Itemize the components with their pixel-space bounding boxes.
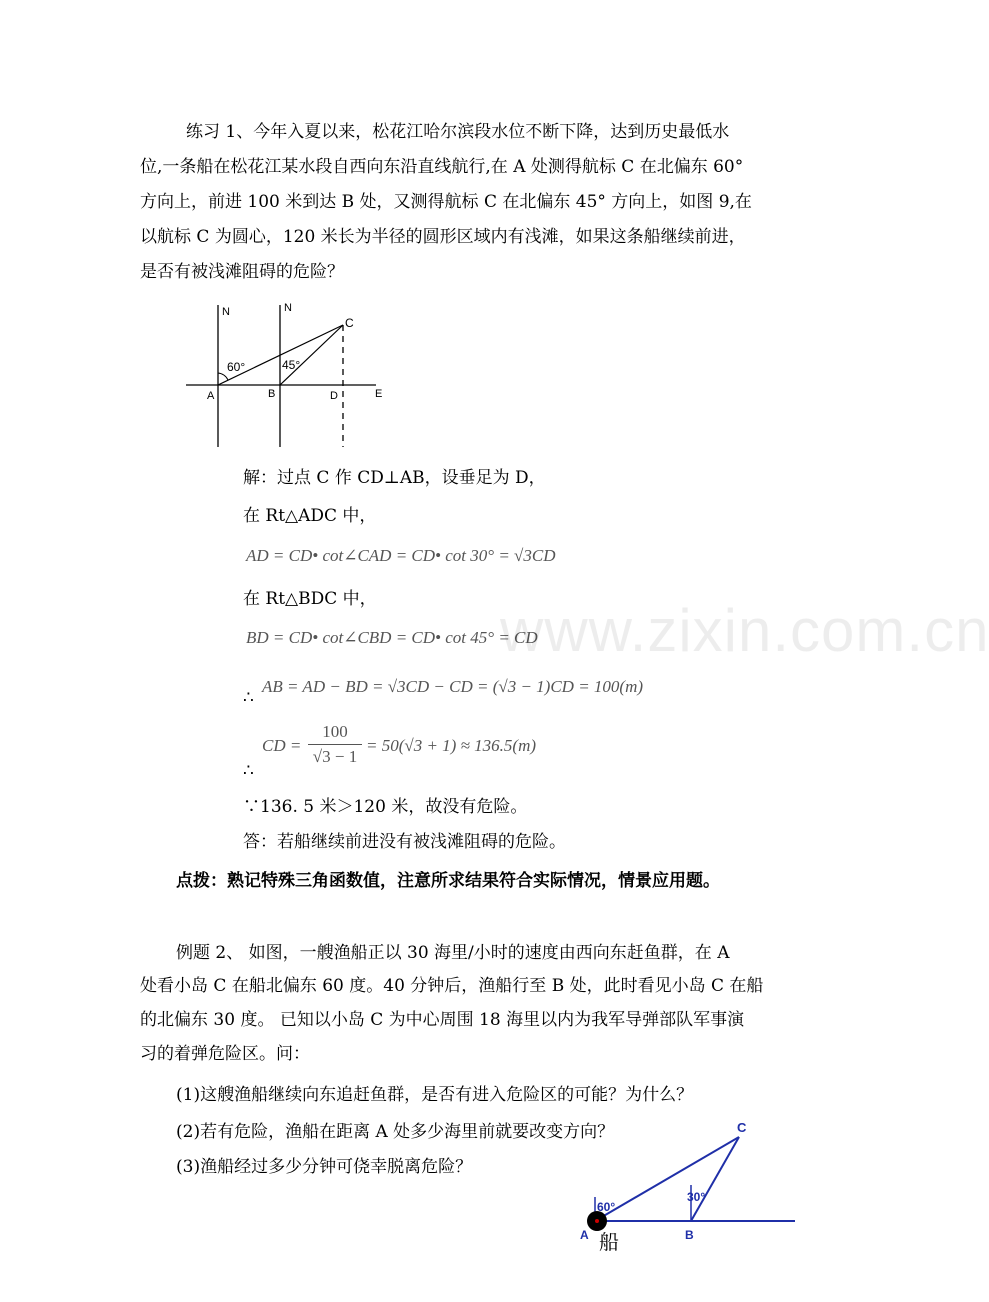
answer-statement: 答：若船继续前进没有被浅滩阻碍的危险。 xyxy=(243,832,566,852)
exercise1-line-5: 是否有被浅滩阻碍的危险？ xyxy=(140,262,344,282)
therefore-symbol-1: ∴ xyxy=(243,688,254,708)
fig9-label-b: B xyxy=(268,388,276,400)
fig9-label-n2: N xyxy=(284,302,292,314)
fig2-label-c: C xyxy=(737,1120,747,1135)
fig9-label-c: C xyxy=(345,316,354,330)
exercise1-line-1: 练习 1、今年入夏以来，松花江哈尔滨段水位不断下降，达到历史最低水 xyxy=(186,122,730,142)
fig9-label-angle-b: 45° xyxy=(282,358,301,372)
solution-line-2: 在 Rt△ADC 中， xyxy=(243,506,377,526)
equation-cd-rhs: = 50(√3 + 1) ≈ 136.5(m) xyxy=(366,736,537,755)
solution-line-1: 解：过点 C 作 CD⊥AB，设垂足为 D， xyxy=(243,468,546,488)
solution-line-3: 在 Rt△BDC 中， xyxy=(243,589,377,609)
fig9-label-a: A xyxy=(207,390,215,402)
fraction-denominator: √3 − 1 xyxy=(312,747,358,766)
example2-line-1: 例题 2、 如图，一艘渔船正以 30 海里/小时的速度由西向东赶鱼群，在 A xyxy=(176,943,730,963)
question-2: (2)若有危险，渔船在距离 A 处多少海里前就要改变方向？ xyxy=(176,1122,615,1142)
example2-line-4: 习的着弹危险区。问： xyxy=(140,1044,310,1064)
tip-text: 点拨：熟记特殊三角函数值，注意所求结果符合实际情况，情景应用题。 xyxy=(176,871,720,891)
fig9-label-d: D xyxy=(330,390,338,402)
therefore-symbol-2: ∴ xyxy=(243,761,254,781)
watermark: www.zixin.com.cn xyxy=(500,597,989,664)
exercise1-line-2: 位,一条船在松花江某水段自西向东沿直线航行,在 A 处测得航标 C 在北偏东 60° xyxy=(140,157,744,177)
fig2-label-b: B xyxy=(685,1228,694,1242)
fig2-label-ship: 船 xyxy=(599,1230,619,1254)
fig2-label-angle-b: 30° xyxy=(687,1190,706,1204)
exercise1-line-3: 方向上，前进 100 米到达 B 处，又测得航标 C 在北偏东 45° 方向上，如图 9,在 xyxy=(140,192,752,212)
question-1: (1)这艘渔船继续向东追赶鱼群，是否有进入危险区的可能？为什么？ xyxy=(176,1085,694,1105)
fig2-label-a: A xyxy=(580,1228,589,1242)
equation-ab: AB = AD − BD = √3CD − CD = (√3 − 1)CD = 100(m) xyxy=(262,677,644,696)
equation-bd: BD = CD• cot∠CBD = CD• cot 45° = CD xyxy=(246,628,538,647)
equation-cd-fraction xyxy=(308,722,362,767)
exercise1-line-4: 以航标 C 为圆心，120 米长为半径的圆形区域内有浅滩，如果这条船继续前进， xyxy=(140,227,746,247)
equation-ad: AD = CD• cot∠CAD = CD• cot 30° = √3CD xyxy=(246,546,556,565)
fraction-numerator: 100 xyxy=(308,722,362,745)
question-3: (3)渔船经过多少分钟可侥幸脱离危险？ xyxy=(176,1157,473,1177)
figure-9-diagram xyxy=(180,295,390,455)
because-statement: ∵136. 5 米＞120 米，故没有危险。 xyxy=(243,797,528,817)
example2-line-2: 处看小岛 C 在船北偏东 60 度。40 分钟后，渔船行至 B 处，此时看见小岛 C 在船 xyxy=(140,976,764,996)
ship-diagram xyxy=(575,1115,800,1255)
fig2-label-angle-a: 60° xyxy=(597,1200,616,1214)
fig9-label-angle-a: 60° xyxy=(227,360,246,374)
fig9-label-e: E xyxy=(375,388,383,400)
fig9-label-n1: N xyxy=(222,306,230,318)
equation-cd-lhs: CD = xyxy=(262,736,302,755)
example2-line-3: 的北偏东 30 度。 已知以小岛 C 为中心周围 18 海里以内为我军导弹部队军事演 xyxy=(140,1010,745,1030)
